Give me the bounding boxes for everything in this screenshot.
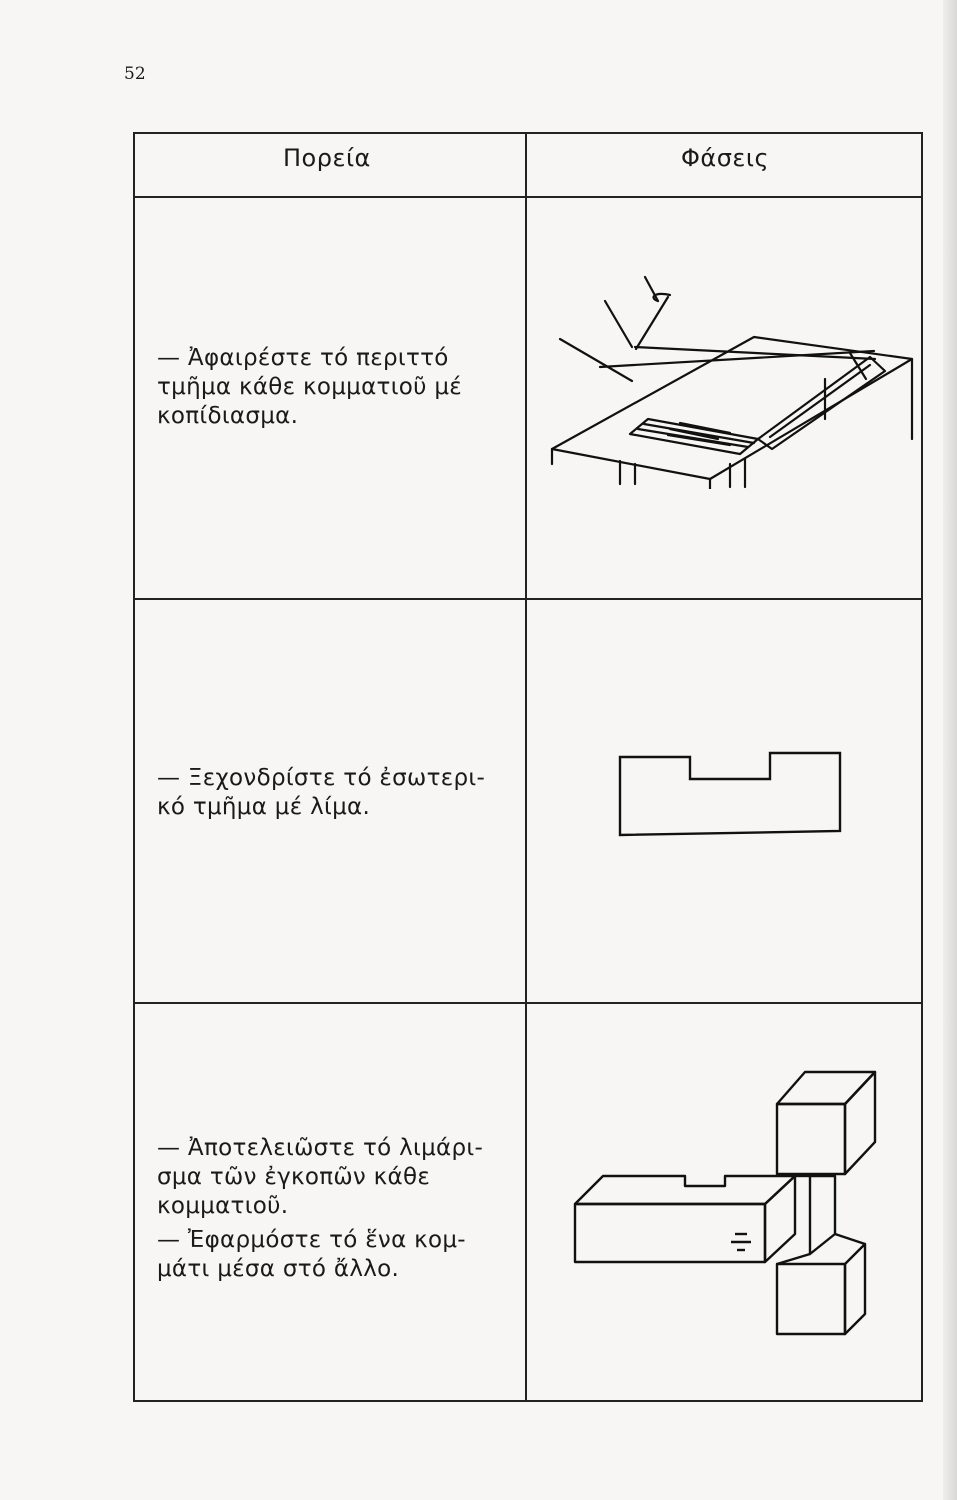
step-line: μάτι μέσα στό ἄλλο. [157, 1256, 400, 1282]
page-number: 52 [124, 64, 146, 84]
assembled-cross-joint-illustration [565, 1064, 895, 1339]
step-line: — Ἐφαρμόστε τό ἕνα κομ- [157, 1227, 466, 1253]
step-line: σμα τῶν ἐγκοπῶν κάθε [157, 1164, 431, 1190]
step-line: — Ξεχονδρίστε τό ἐσωτερι- [157, 765, 486, 791]
step-line: — Ἀποτελειῶστε τό λιμάρι- [157, 1135, 484, 1161]
step-line: κοπίδιασμα. [157, 403, 299, 429]
step-remove-excess [157, 344, 497, 431]
step-line: κομματιοῦ. [157, 1193, 289, 1219]
procedure-table [133, 132, 923, 1402]
notched-profile-illustration [615, 749, 845, 839]
header-phases: Φάσεις [681, 144, 770, 172]
step-assemble [157, 1226, 497, 1284]
step-line: κό τμῆμα μέ λίμα. [157, 794, 371, 820]
row-divider-2 [135, 1002, 921, 1004]
step-line: — Ἀφαιρέστε τό περιττό [157, 345, 449, 371]
row-divider-1 [135, 598, 921, 600]
page-edge-shadow [943, 0, 957, 1500]
header-procedure: Πορεία [283, 144, 371, 172]
step-finish-filing [157, 1134, 497, 1221]
header-divider [135, 196, 921, 198]
step-line: τμῆμα κάθε κομματιοῦ μέ [157, 374, 463, 400]
column-divider [525, 134, 527, 1400]
step-rough-file [157, 764, 497, 822]
sawing-excess-illustration [540, 269, 920, 489]
